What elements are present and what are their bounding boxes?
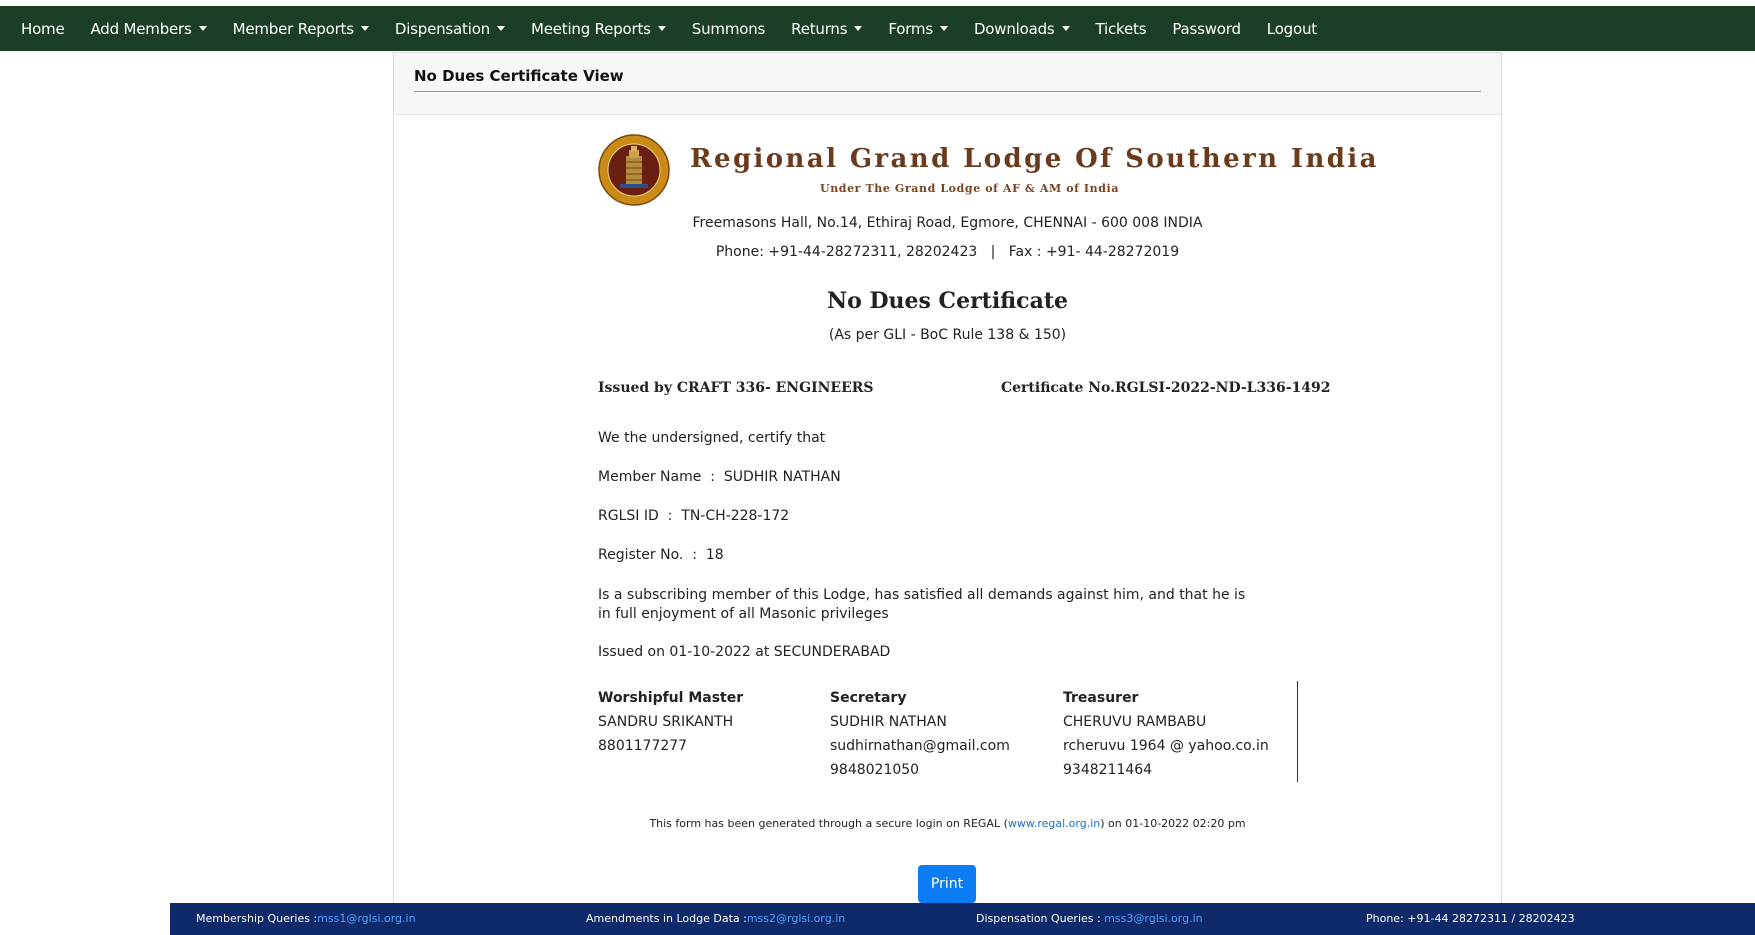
nav-member-reports[interactable] (220, 6, 382, 51)
print-button[interactable]: Print (918, 865, 976, 903)
signatory-title: Worshipful Master (598, 690, 744, 706)
footer-membership-label: Membership Queries : (196, 912, 318, 925)
signatory-name: CHERUVU RAMBABU (1063, 714, 1207, 730)
nav-password-label: Password (1172, 19, 1241, 38)
signatory-phone: 8801177277 (598, 738, 688, 754)
lodge-address: Freemasons Hall, No.14, Ethiraj Road, Egmore, CHENNAI - 600 008 INDIA (692, 215, 1203, 231)
certificate-rule: (As per GLI - BoC Rule 138 & 150) (828, 327, 1067, 343)
footer-dispensation-email[interactable]: mss3@rglsi.org.in (1104, 912, 1203, 925)
nav-summons[interactable] (679, 6, 778, 51)
caret-down-icon (1062, 26, 1070, 31)
footer-dispensation-label: Dispensation Queries : (976, 912, 1105, 925)
nav-add-members[interactable] (78, 6, 220, 51)
nav-downloads[interactable] (961, 6, 1083, 51)
nav-meeting-reports-label: Meeting Reports (530, 19, 651, 38)
regal-link[interactable]: www.regal.org.in (1007, 817, 1101, 830)
member-name: Member Name : SUDHIR NATHAN (598, 469, 841, 485)
nav-meeting-reports[interactable] (518, 6, 679, 51)
caret-down-icon (658, 26, 666, 31)
signatory-worshipful-master (598, 688, 743, 760)
footer-bar (170, 903, 1755, 935)
nav-home-label: Home (21, 19, 65, 38)
certificate-intro: We the undersigned, certify that (598, 430, 826, 446)
lodge-contact: Phone: +91-44-28272311, 28202423 | Fax : +91- 44-28272019 (715, 244, 1180, 260)
nav-downloads-label: Downloads (973, 19, 1055, 38)
footer-membership (196, 912, 416, 925)
register-no: Register No. : 18 (598, 547, 724, 563)
nav-tickets[interactable] (1083, 6, 1160, 51)
footer-membership-email[interactable]: mss1@rglsi.org.in (317, 912, 416, 925)
generated-prefix: This form has been generated through a secure login on REGAL ( (649, 817, 1008, 830)
signatory-name: SANDRU SRIKANTH (598, 714, 734, 730)
nav-logout-label: Logout (1266, 19, 1317, 38)
footer-amendments-label: Amendments in Lodge Data : (586, 912, 747, 925)
signatory-treasurer (1063, 688, 1269, 784)
nav-forms-label: Forms (888, 19, 933, 38)
signatory-secretary (830, 688, 1010, 784)
caret-down-icon (361, 26, 369, 31)
signatory-email: sudhirnathan@gmail.com (830, 738, 1010, 754)
nav-dispensation-label: Dispensation (394, 19, 490, 38)
rglsi-id: RGLSI ID : TN-CH-228-172 (598, 508, 790, 524)
nav-logout[interactable] (1254, 6, 1330, 51)
lodge-name: Regional Grand Lodge Of Southern India (690, 144, 1379, 174)
nav-summons-label: Summons (691, 19, 766, 38)
caret-down-icon (199, 26, 207, 31)
caret-down-icon (854, 26, 862, 31)
nav-password[interactable] (1159, 6, 1253, 51)
generated-suffix: ) on 01-10-2022 02:20 pm (1100, 817, 1246, 830)
signatory-phone: 9848021050 (830, 762, 920, 778)
footer-amendments-email[interactable]: mss2@rglsi.org.in (746, 912, 846, 925)
header-divider (414, 91, 1481, 92)
nav-returns[interactable] (778, 6, 875, 51)
signatory-email: rcheruvu 1964 @ yahoo.co.in (1063, 738, 1269, 754)
caret-down-icon (940, 26, 948, 31)
issued-on: Issued on 01-10-2022 at SECUNDERABAD (598, 644, 891, 660)
signatory-title: Treasurer (1063, 690, 1139, 706)
signatory-title: Secretary (830, 690, 907, 706)
main-navbar (0, 6, 1755, 51)
certificate-number: Certificate No.RGLSI-2022-ND-L336-1492 (1001, 380, 1331, 396)
nav-forms[interactable] (875, 6, 961, 51)
caret-down-icon (497, 26, 505, 31)
nav-tickets-label: Tickets (1095, 19, 1147, 38)
nav-home[interactable] (8, 6, 78, 51)
nav-member-reports-label: Member Reports (232, 19, 354, 38)
lodge-seal-logo (598, 134, 670, 206)
footer-phone: Phone: +91-44 28272311 / 28202423 (1366, 912, 1575, 925)
lodge-subtitle: Under The Grand Lodge of AF & AM of India (820, 182, 1120, 195)
footer-amendments (586, 912, 845, 925)
generated-note (600, 817, 1295, 830)
signatory-divider (1297, 681, 1298, 782)
signatory-name: SUDHIR NATHAN (830, 714, 947, 730)
issued-by: Issued by CRAFT 336- ENGINEERS (598, 380, 874, 396)
nav-dispensation[interactable] (382, 6, 518, 51)
footer-dispensation (976, 912, 1203, 925)
certificate-statement: Is a subscribing member of this Lodge, has satisfied all demands against him, and that he is in full enjoyment of all Masonic privileges (598, 587, 1246, 622)
page-title: No Dues Certificate View (414, 67, 624, 85)
nav-returns-label: Returns (791, 19, 848, 38)
nav-add-members-label: Add Members (90, 19, 192, 38)
signatory-phone: 9348211464 (1063, 762, 1153, 778)
card-header (394, 53, 1501, 115)
certificate-heading: No Dues Certificate (827, 288, 1068, 314)
